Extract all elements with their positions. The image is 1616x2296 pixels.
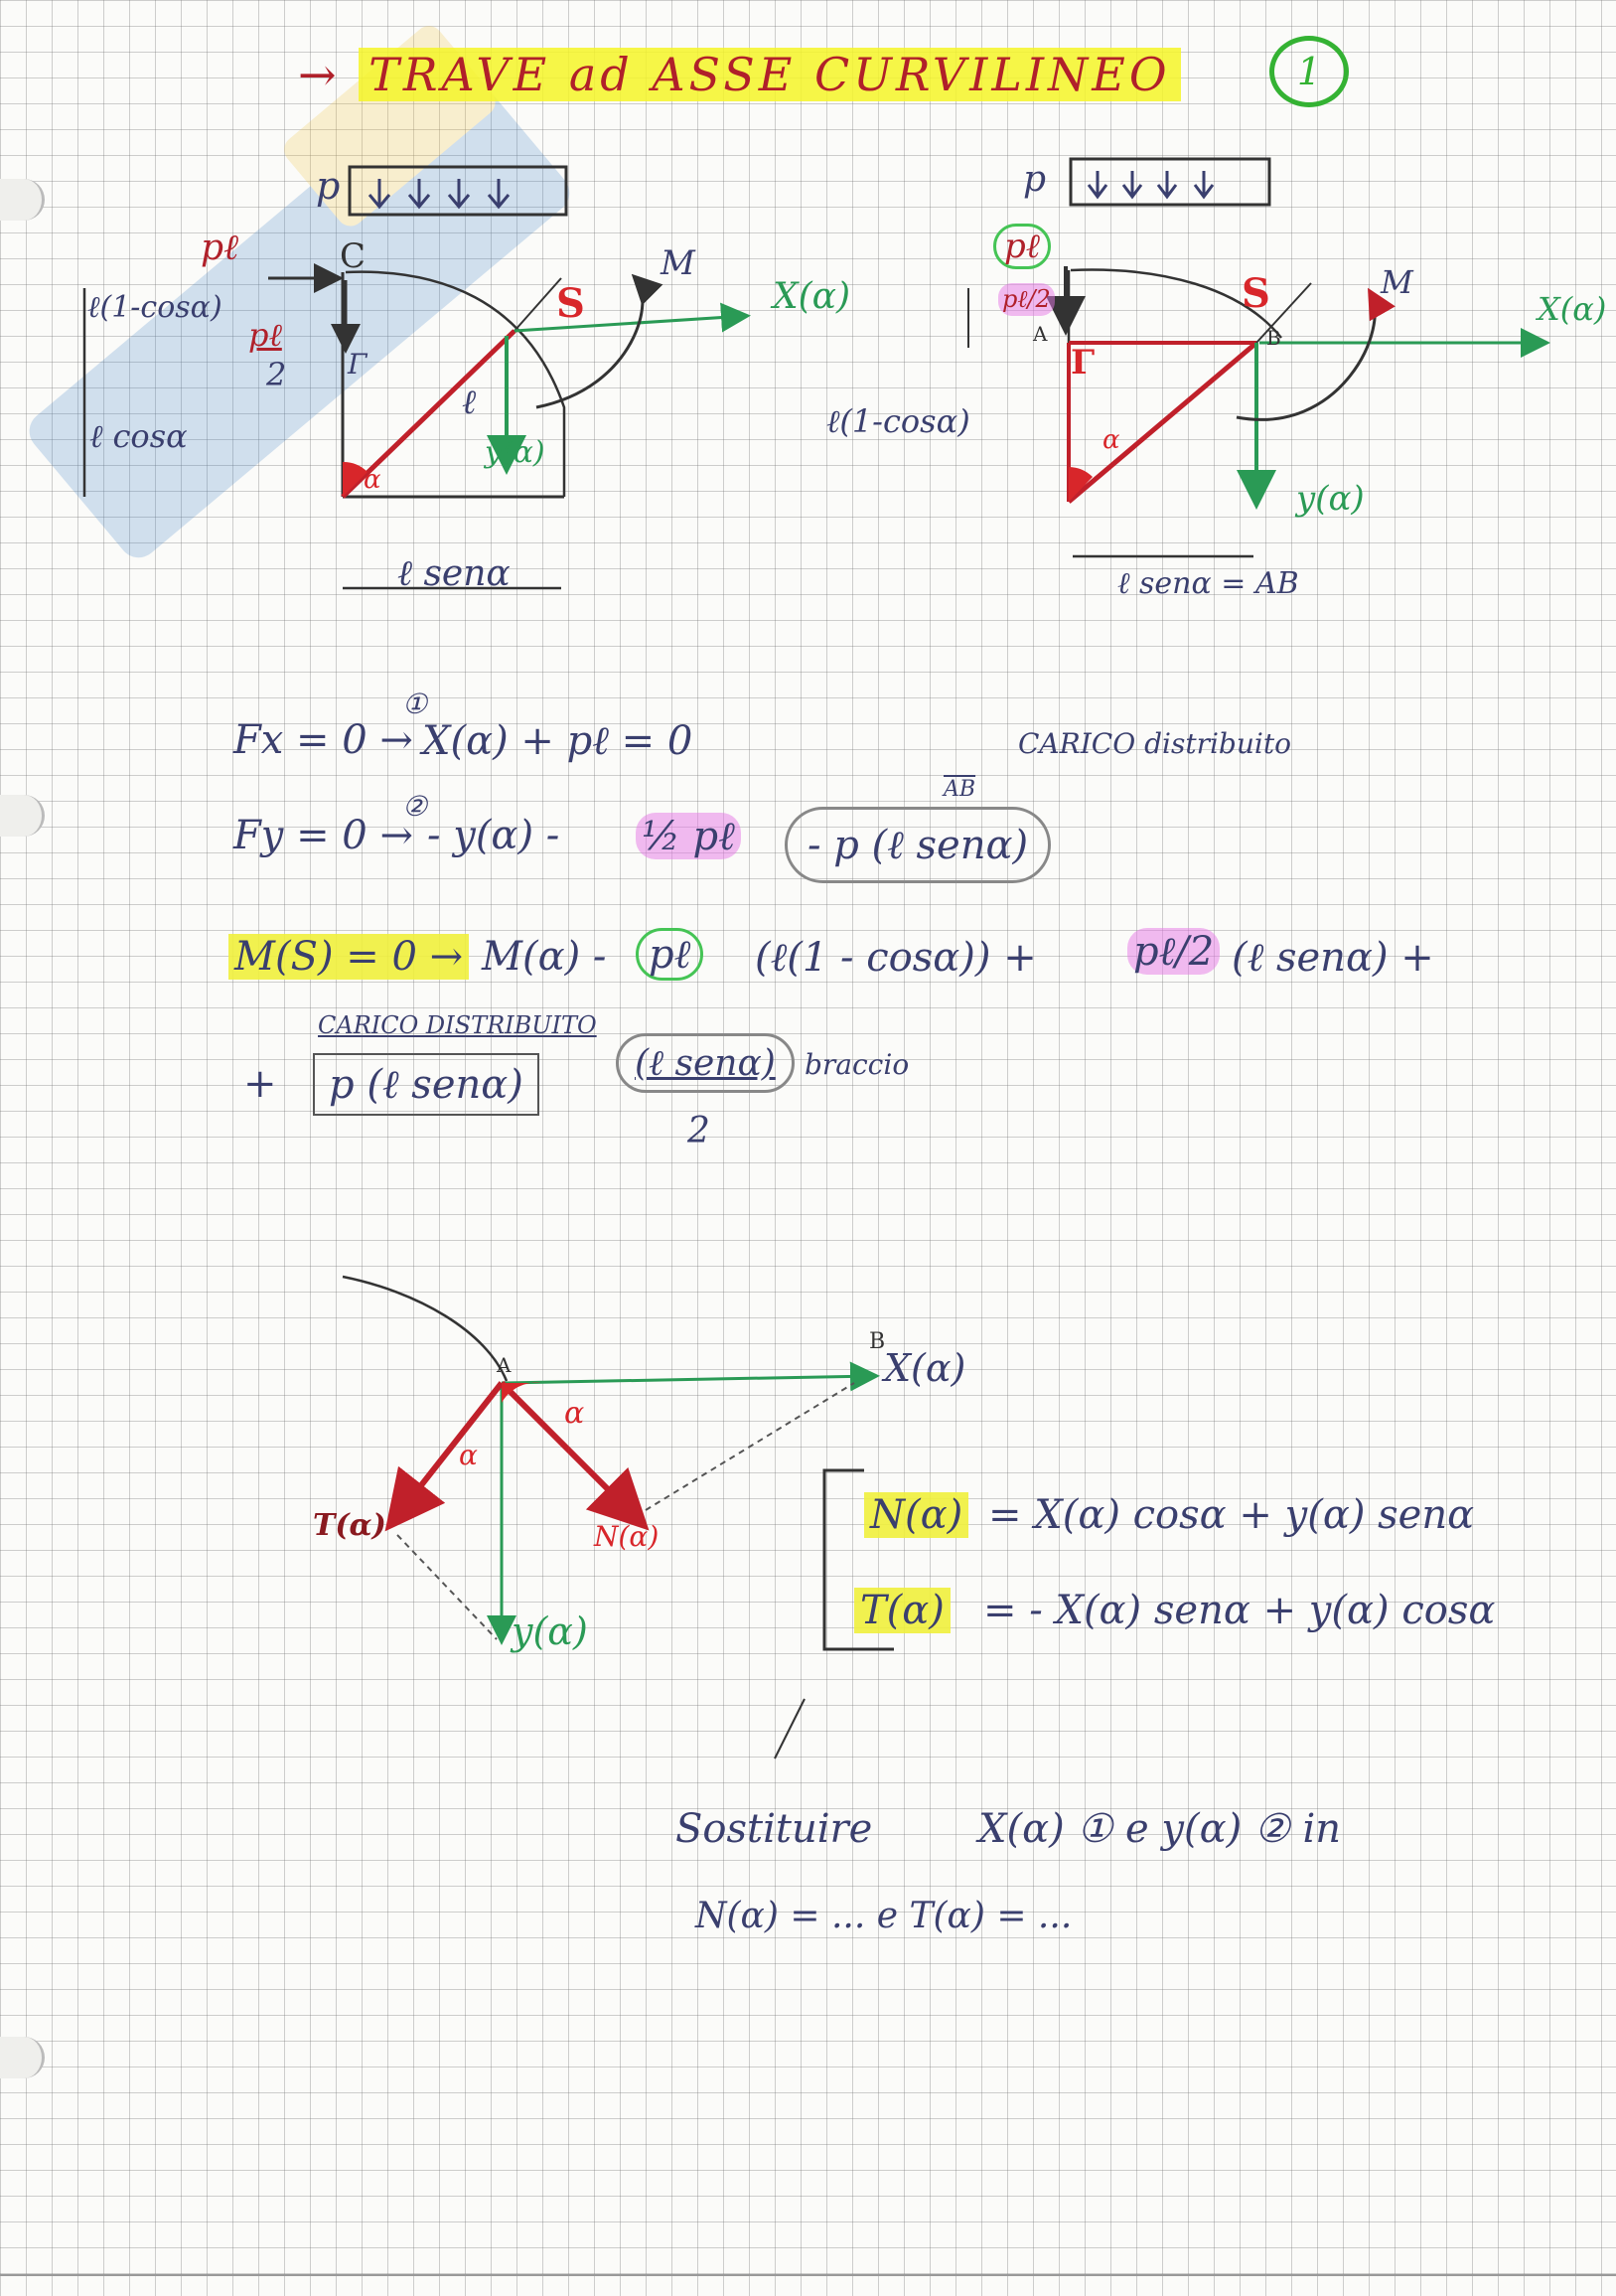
note-braccio: braccio xyxy=(805,1048,910,1081)
right-y-label: y(α) xyxy=(1296,479,1365,519)
right-s-label: S xyxy=(1242,270,1270,317)
eq-m-cont-b: p (ℓ senα) xyxy=(313,1053,539,1116)
eq-m-rhs-a: M(α) - xyxy=(482,934,607,980)
eq-fy-rhs-a: - y(α) - xyxy=(427,813,560,858)
footer-line1-a: Sostituire xyxy=(675,1806,873,1852)
eq-m-lhs: M(S) = 0 → xyxy=(228,934,469,980)
right-l-sen: ℓ senα = AB xyxy=(1117,566,1299,601)
system-n-lhs: N(α) xyxy=(864,1492,968,1538)
footer-line1-b: X(α) ① e y(α) ② in xyxy=(978,1806,1342,1852)
eq-m-rhs-b: pℓ xyxy=(636,928,703,981)
left-c-label: C xyxy=(340,236,367,276)
bottom-alpha-2: α xyxy=(459,1439,478,1471)
note-carico-distribuito: CARICO DISTRIBUITO xyxy=(318,1011,597,1039)
left-s-label: S xyxy=(556,280,585,327)
bottom-a-label: A xyxy=(497,1353,512,1377)
eq-circle-1: ① xyxy=(402,688,428,720)
left-beam-diagram xyxy=(84,167,745,588)
right-load-label: p xyxy=(1023,159,1047,200)
eq-m-cont-a: + xyxy=(243,1061,277,1107)
page-title: → TRAVE ad ASSE CURVILINEO xyxy=(298,48,1181,101)
left-l-sen: ℓ senα xyxy=(397,553,511,594)
footer-line2: N(α) = ... e T(α) = ... xyxy=(695,1896,1073,1936)
page-number-badge: 1 xyxy=(1269,36,1349,107)
right-alpha-label: α xyxy=(1102,425,1120,455)
left-gamma-label: Γ xyxy=(348,348,367,381)
right-gamma-label: Γ xyxy=(1071,343,1096,383)
eq-fy-rhs-b: ½ pℓ xyxy=(636,813,741,859)
force-decomposition-diagram xyxy=(343,1277,894,1759)
eq-fx-lhs: Fx = 0 → xyxy=(233,717,413,763)
eq-m-rhs-d: pℓ/2 xyxy=(1127,928,1220,975)
left-l-one-minus-cos: ℓ(1-cosα) xyxy=(87,290,222,325)
eq-fy-lhs: Fy = 0 → xyxy=(233,813,413,858)
right-pl-half-label: pℓ/2 xyxy=(998,283,1055,316)
right-beam-diagram xyxy=(968,159,1544,556)
eq-circle-2: ② xyxy=(402,790,428,823)
right-m-label: M xyxy=(1381,263,1413,301)
left-alpha-label: α xyxy=(364,465,381,495)
eq-fx-rhs: X(α) + pℓ = 0 xyxy=(422,718,693,764)
bottom-y-label: y(α) xyxy=(512,1609,588,1653)
right-a-label: A xyxy=(1033,322,1048,346)
left-load-label: p xyxy=(316,164,341,208)
right-pl-label: pℓ xyxy=(993,224,1051,269)
right-x-label: X(α) xyxy=(1538,290,1607,328)
left-l-label: ℓ xyxy=(462,383,477,422)
left-x-label: X(α) xyxy=(773,276,851,317)
left-pl-label: pℓ xyxy=(201,228,239,268)
left-pl-half-num: pℓ xyxy=(248,316,282,354)
eq-m-cont-c-num: (ℓ senα) xyxy=(616,1033,795,1093)
bottom-alpha-1: α xyxy=(564,1396,585,1431)
bottom-x-label: X(α) xyxy=(884,1346,966,1390)
eq-m-rhs-c: (ℓ(1 - cosα)) + xyxy=(755,935,1037,981)
right-b-label: B xyxy=(1266,326,1281,350)
bottom-n-label: N(α) xyxy=(594,1520,660,1553)
left-m-label: M xyxy=(661,243,695,283)
note-ab: $\overline{AB}$ xyxy=(944,777,976,802)
note-distributed: CARICO distribuito xyxy=(1018,727,1291,760)
eq-m-rhs-e: (ℓ senα) + xyxy=(1232,935,1434,981)
left-l-cos: ℓ cosα xyxy=(89,417,188,455)
eq-m-cont-c-den: 2 xyxy=(687,1111,710,1151)
right-l-one-minus-cos: ℓ(1-cosα) xyxy=(826,402,970,440)
system-t-rhs: = - X(α) senα + y(α) cosα xyxy=(983,1588,1496,1633)
left-pl-half-den: 2 xyxy=(266,356,287,393)
system-t-lhs: T(α) xyxy=(854,1588,951,1633)
eq-fy-rhs-c: - p (ℓ senα) xyxy=(785,807,1051,883)
bottom-b-label: B xyxy=(869,1329,886,1354)
system-n-rhs: = X(α) cosα + y(α) senα xyxy=(988,1492,1475,1538)
bottom-t-label: T(α) xyxy=(313,1508,386,1543)
left-y-label: y(α) xyxy=(485,435,545,470)
